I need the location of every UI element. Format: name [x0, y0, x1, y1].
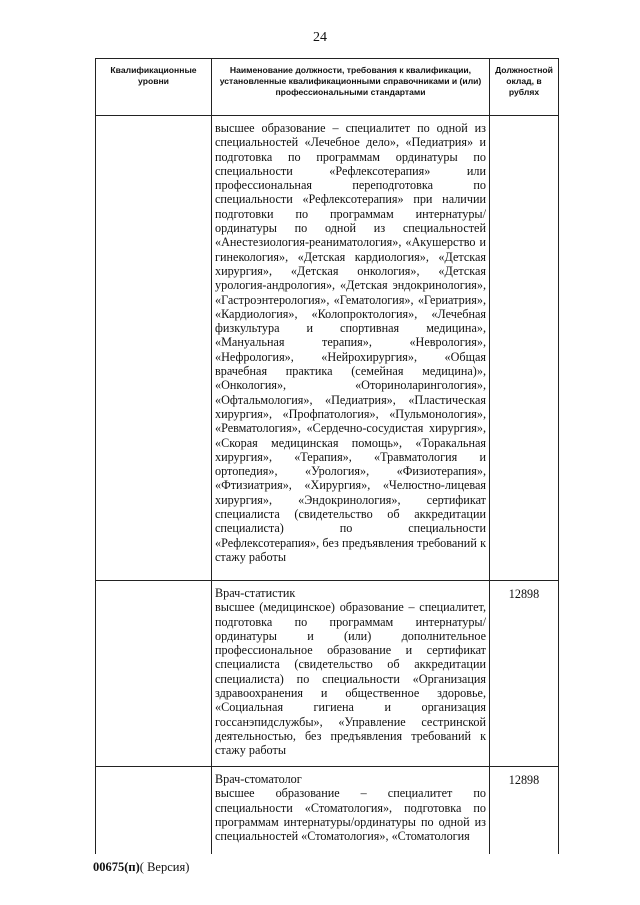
document-code: 00675(п): [93, 860, 140, 874]
position-title: Врач-стоматолог: [215, 772, 302, 786]
table-row: [96, 767, 559, 855]
header-level: Квалификационные уровни: [96, 59, 212, 116]
header-name: Наименование должности, требования к квалификации, установленные квалификационными справочниками и (или) профессиональными стандартами: [212, 59, 490, 116]
cell-salary: [490, 116, 559, 581]
cell-position: [212, 581, 490, 767]
document-version: ( Версия): [139, 860, 190, 874]
table-header-row: [96, 59, 559, 116]
position-requirements: высшее (медицинское) образование – специалитет, подготовка по программам интернатуры/ординатуры и (или) дополнительное профессиональное образование и сертификат специалиста (свидетельство об аккредитации специалиста) по специальности «Организация здравоохранения и общественное здоровье, «Социальная гигиена и организация госсанэпидслужбы», «Управление сестринской деятельностью, без предъявления требований к стажу работы: [215, 600, 486, 758]
cell-level: [96, 581, 212, 767]
position-requirements: высшее образование – специалитет по специальности «Стоматология», подготовка по программам интернатуры/ординатуры по одной из специальностей «Стоматология», «Стоматология: [215, 786, 486, 844]
qualification-table: [95, 58, 559, 854]
table-row: [96, 116, 559, 581]
header-salary: Должностной оклад, в рублях: [490, 59, 559, 116]
cell-position: [212, 116, 490, 581]
cell-position: [212, 767, 490, 855]
table-row: [96, 581, 559, 767]
cell-level: [96, 116, 212, 581]
document-footer: [93, 860, 189, 875]
cell-salary: 12898: [490, 767, 559, 855]
position-requirements: высшее образование – специалитет по одной из специальностей «Лечебное дело», «Педиатрия» и подготовка по программам ординатуры по специальности «Рефлексотерапия» или профессиональная переподготовка по специальности «Рефлексотерапия» при наличии подготовки по программам интернатуры/ординатуры по одной из специальностей «Анестезиология-реаниматология», «Акушерство и гинекология», «Детская кардиология», «Детская хирургия», «Детская онкология», «Детская урология-андрология», «Детская эндокринология», «Гастроэнтерология», «Гематология», «Гериатрия», «Кардиология», «Колопроктология», «Лечебная физкультура и спортивная медицина», «Мануальная терапия», «Неврология», «Нефрология», «Нейрохирургия», «Общая врачебная практика (семейная медицина)», «Онкология», «Оториноларингология», «Офтальмология», «Педиатрия», «Пластическая хирургия», «Профпатология», «Пульмонология», «Ревматология», «Сердечно-сосудистая хирургия», «Скорая медицинская помощь», «Торакальная хирургия», «Терапия», «Травматология и ортопедия», «Урология», «Физиотерапия», «Фтизиатрия», «Хирургия», «Челюстно-лицевая хирургия», «Эндокринология», сертификат специалиста (свидетельство об аккредитации специалиста) по специальности «Рефлексотерапия», без предъявления требований к стажу работы: [215, 121, 486, 564]
cell-level: [96, 767, 212, 855]
cell-salary: 12898: [490, 581, 559, 767]
position-title: Врач-статистик: [215, 586, 296, 600]
page-number: 24: [313, 30, 327, 45]
